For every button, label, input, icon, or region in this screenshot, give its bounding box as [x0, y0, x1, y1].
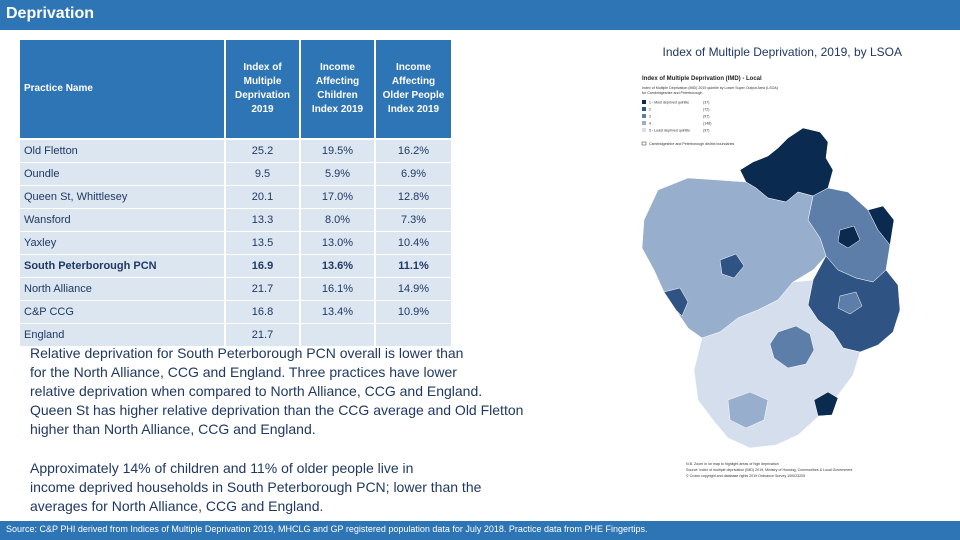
source-note: Source: C&P PHI derived from Indices of Multiple Deprivation 2019, MHCLG and GP registered population data for July 2018. Practice data from PHE Fingertips.	[6, 524, 648, 534]
map-legend-subtitle: Index of Multiple Deprivation (IMD) 2019 quintile by Lower Super Output Area (LSOA)	[642, 86, 779, 90]
header-imd: Index of Multiple Deprivation 2019	[225, 40, 300, 139]
cell-practice-name: Wansford	[20, 209, 225, 232]
imd-choropleth-map	[628, 70, 914, 490]
legend-count: (97)	[703, 114, 710, 119]
footer-bar	[0, 521, 960, 540]
text-line: Relative deprivation for South Peterborough PCN overall is lower than	[30, 345, 464, 361]
slide-title: Deprivation	[6, 5, 95, 22]
cell-children: 13.4%	[300, 301, 375, 324]
map-regions	[642, 128, 900, 448]
legend-count: (97)	[703, 128, 710, 133]
table-header-row	[20, 40, 452, 139]
header-income-children: Income Affecting Children Index 2019	[300, 40, 375, 139]
cell-children: 13.0%	[300, 232, 375, 255]
legend-count: (148)	[703, 121, 712, 126]
cell-imd: 25.2	[225, 139, 300, 163]
legend-swatch	[642, 100, 646, 104]
header-income-older-people: Income Affecting Older People Index 2019	[375, 40, 452, 139]
table-row	[20, 301, 452, 324]
cell-imd: 21.7	[225, 278, 300, 301]
cell-older: 14.9%	[375, 278, 452, 301]
title-bar	[0, 0, 960, 30]
cell-children: 13.6%	[300, 255, 375, 278]
header-practice-name: Practice Name	[20, 40, 225, 139]
map-caption: Index of Multiple Deprivation, 2019, by LSOA	[662, 45, 902, 59]
cell-practice-name: Yaxley	[20, 232, 225, 255]
map-note: N.B. Zoom in on map to highlight areas of high deprivation	[686, 462, 779, 466]
cell-children: 5.9%	[300, 163, 375, 186]
table-row	[20, 186, 452, 209]
cell-imd: 20.1	[225, 186, 300, 209]
cell-imd: 21.7	[225, 324, 300, 347]
text-line: Approximately 14% of children and 11% of older people live in	[30, 460, 414, 476]
legend-label: 1 - Most deprived quintile	[649, 100, 690, 105]
table-row	[20, 278, 452, 301]
cell-practice-name: South Peterborough PCN	[20, 255, 225, 278]
table-row	[20, 209, 452, 232]
cell-children: 17.0%	[300, 186, 375, 209]
legend-count: (37)	[703, 100, 710, 105]
table-row	[20, 232, 452, 255]
map-legend	[642, 100, 711, 133]
cell-children: 8.0%	[300, 209, 375, 232]
summary-paragraph-2	[30, 459, 600, 516]
map-note: © Crown copyright and database rights 2019 Ordnance Survey 100023205	[686, 474, 806, 478]
cell-imd: 13.3	[225, 209, 300, 232]
text-line: relative deprivation when compared to North Alliance, CCG and England.	[30, 383, 483, 399]
table-row	[20, 255, 452, 278]
table-row	[20, 163, 452, 186]
cell-children: 19.5%	[300, 139, 375, 163]
cell-practice-name: Queen St, Whittlesey	[20, 186, 225, 209]
cell-imd: 9.5	[225, 163, 300, 186]
text-line: Queen St has higher relative deprivation than the CCG average and Old Fletton	[30, 402, 524, 418]
text-line: higher than North Alliance, CCG and England.	[30, 421, 316, 437]
cell-older: 11.1%	[375, 255, 452, 278]
boundary-legend-swatch	[642, 142, 646, 145]
cell-older: 6.9%	[375, 163, 452, 186]
cell-imd: 13.5	[225, 232, 300, 255]
legend-swatch	[642, 121, 646, 125]
cell-children: 16.1%	[300, 278, 375, 301]
map-legend-subtitle: for Cambridgeshire and Peterborough	[642, 91, 703, 95]
legend-label: 3	[649, 114, 651, 119]
cell-practice-name: North Alliance	[20, 278, 225, 301]
legend-label: 2	[649, 107, 651, 112]
cell-older: 7.3%	[375, 209, 452, 232]
cell-older: 10.9%	[375, 301, 452, 324]
text-line: income deprived households in South Peterborough PCN; lower than the	[30, 479, 482, 495]
legend-swatch	[642, 128, 646, 132]
text-line: for the North Alliance, CCG and England. Three practices have lower	[30, 364, 457, 380]
cell-older: 16.2%	[375, 139, 452, 163]
legend-count: (72)	[703, 107, 710, 112]
legend-label: 4	[649, 121, 651, 126]
legend-swatch	[642, 107, 646, 111]
cell-older: 12.8%	[375, 186, 452, 209]
legend-label: 5 - Least deprived quintile	[649, 128, 691, 133]
cell-practice-name: C&P CCG	[20, 301, 225, 324]
summary-paragraph-1	[30, 344, 600, 439]
map-note: Source: Index of multiple deprivation (IMD) 2019, Ministry of Housing, Communities & Local Government	[686, 468, 853, 472]
map-legend-title: Index of Multiple Deprivation (IMD) - Local	[642, 76, 762, 82]
cell-practice-name: Old Fletton	[20, 139, 225, 163]
cell-imd: 16.9	[225, 255, 300, 278]
legend-swatch	[642, 114, 646, 118]
deprivation-table-container	[20, 40, 452, 341]
cell-practice-name: England	[20, 324, 225, 347]
text-line: averages for North Alliance, CCG and England.	[30, 498, 324, 514]
cell-practice-name: Oundle	[20, 163, 225, 186]
cell-imd: 16.8	[225, 301, 300, 324]
deprivation-table	[20, 40, 453, 347]
boundary-legend-label: Cambridgeshire and Peterborough district boundaries	[649, 142, 735, 146]
cell-older: 10.4%	[375, 232, 452, 255]
table-row	[20, 139, 452, 163]
